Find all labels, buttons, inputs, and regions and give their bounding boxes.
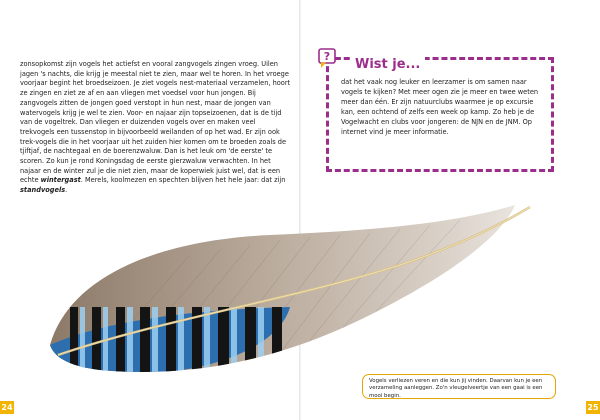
page-number-right: 25 <box>587 403 599 412</box>
body-paragraph <box>20 60 292 196</box>
term-wintergast: wintergast <box>40 176 81 185</box>
jay-feather-image <box>40 195 540 395</box>
photo-caption: Vogels verliezen veren en die kun jij vinden. Daarvan kun je een verzameling aanleggen. Zo'n vleugelveertje van een gaai is een mooi begin. <box>362 374 556 399</box>
page-number-left: 24 <box>1 403 13 412</box>
question-speech-bubble-icon <box>318 48 337 69</box>
svg-text:?: ? <box>323 50 331 63</box>
body-text-end: . <box>65 186 68 195</box>
body-text <box>20 60 292 196</box>
body-text-middle: . Merels, koolmezen en spechten blijven het hele jaar: dat zijn <box>80 176 286 185</box>
wist-je-box <box>326 57 554 172</box>
body-text-main: zonsopkomst zijn vogels het actiefst en vooral zangvogels zingen vroeg. Uilen jagen 's nachts, die krijg je meestal niet te zien, maar wel te horen. In het vroege voorjaar begint het broedseizoen. Je ziet vogels nest-materiaal verzamelen, hoort ze zingen en ziet ze af en aan vliegen met voedsel voor hun jongen. Bij zangvogels zitten de jongen goed verstopt in hun nest, maar de jongen van watervogels krijg je wel te zien. Voor- en najaar zijn topseizoenen, dat is de tijd van de vogeltrek. Dan vliegen er duizenden vogels over en maken veel trekvogels een tussenstop in bijvoorbeeld weilanden of op het wad. Er zijn ook trek-vogels die in het voorjaar uit het zuiden hier komen om te broeden zoals de tjiftjaf, de nachtegaal en de boerenzwaluw. Dan is het leuk om 'de eerste' te scoren. Zo kun je rond Koningsdag de eerste gierzwaluw verwachten. In het najaar en de winter zul je die niet zien, maar de koperwiek juist wel, dat is een echte <box>20 60 291 185</box>
wist-je-text: dat het vaak nog leuker en leerzamer is om samen naar vogels te kijken? Met meer ogen zie je meer en twee weten meer dan één. Er zijn natuurclubs waarmee je op excursie kan, een ochtend of zelfs een week op kamp. Zo heb je de Vogelwacht en clubs voor jongeren: de NJN en de JNM. Op internet vind je meer informatie. <box>341 78 539 136</box>
wist-je-title: Wist je... <box>350 57 425 73</box>
term-standvogels: standvogels <box>20 186 66 195</box>
